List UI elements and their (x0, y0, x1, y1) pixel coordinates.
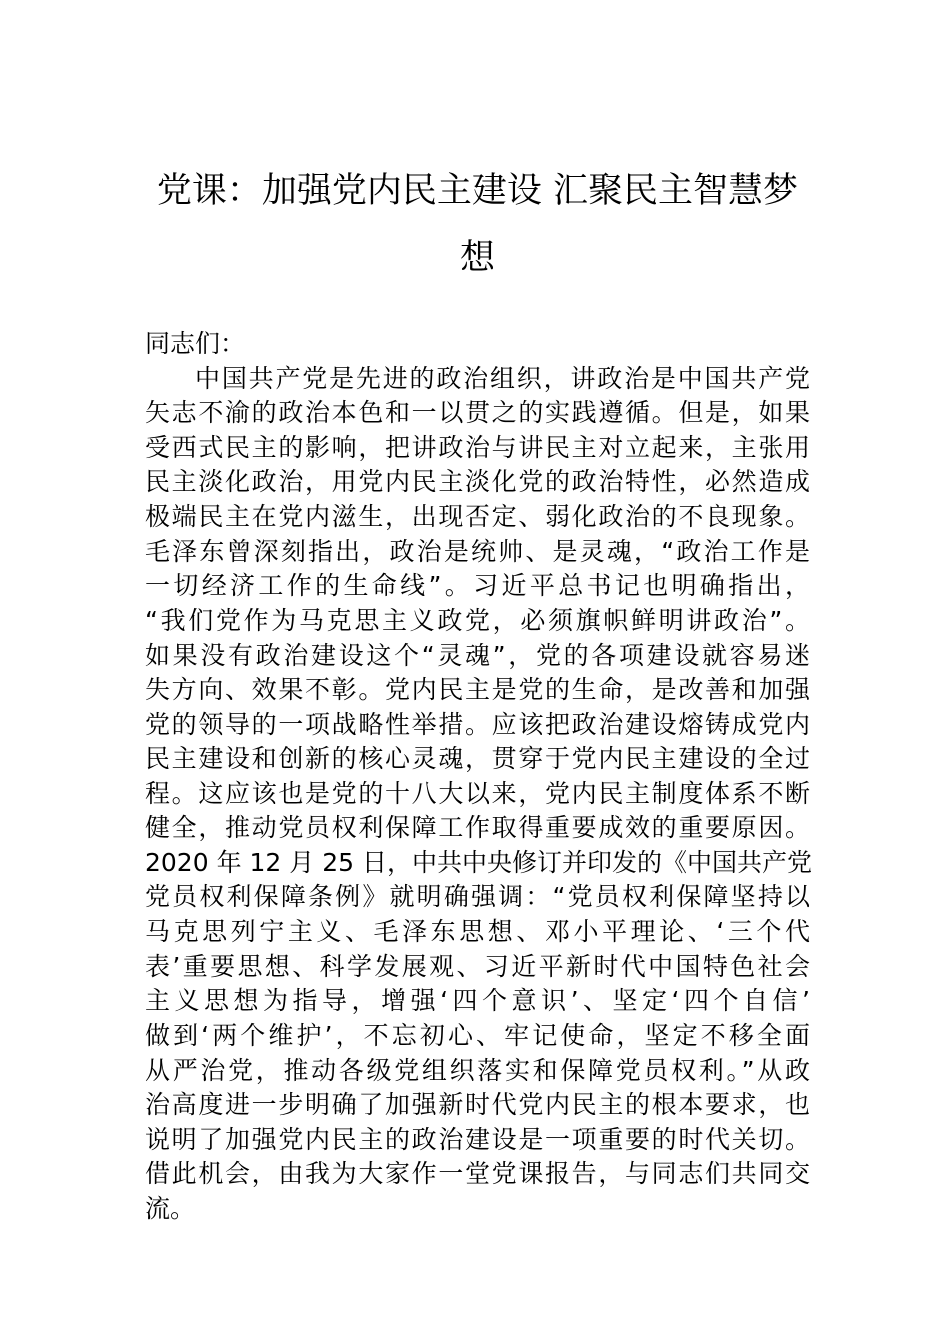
body-line-18: 表’重要思想、科学发展观、习近平新时代中国特色社会 (145, 952, 810, 981)
body-line-7: 一切经济工作的生命线”。习近平总书记也明确指出， (145, 571, 810, 600)
body-line-8: “我们党作为马克思主义政党，必须旗帜鲜明讲政治”。 (145, 606, 810, 635)
body-line-1: 中国共产党是先进的政治组织，讲政治是中国共产党 (195, 364, 810, 393)
body-line-24: 借此机会，由我为大家作一堂党课报告，与同志们共同交 (145, 1159, 810, 1188)
body-line-13: 程。这应该也是党的十八大以来，党内民主制度体系不断 (145, 779, 810, 808)
body-line-2: 矢志不渝的政治本色和一以贯之的实践遵循。但是，如果 (145, 398, 810, 427)
body-line-14: 健全，推动党员权利保障工作取得重要成效的重要原因。 (145, 813, 810, 842)
body-line-19: 主义思想为指导，增强‘四个意识’、坚定‘四个自信’ (145, 986, 810, 1015)
body-line-17: 马克思列宁主义、毛泽东思想、邓小平理论、‘三个代 (145, 917, 810, 946)
body-line-16: 党员权利保障条例》就明确强调：“党员权利保障坚持以 (145, 882, 810, 911)
body-line-20: 做到‘两个维护’，不忘初心、牢记使命，坚定不移全面 (145, 1021, 810, 1050)
body-line-21: 从严治党，推动各级党组织落实和保障党员权利。”从政 (145, 1056, 810, 1085)
body-line-6: 毛泽东曾深刻指出，政治是统帅、是灵魂，“政治工作是 (145, 537, 810, 566)
body-line-10: 失方向、效果不彰。党内民主是党的生命，是改善和加强 (145, 675, 810, 704)
body-line-15: 2020 年 12 月 25 日，中共中央修订并印发的《中国共产党 (145, 848, 812, 877)
body-line-5: 极端民主在党内滋生，出现否定、弱化政治的不良现象。 (145, 502, 810, 531)
body-line-12: 民主建设和创新的核心灵魂，贯穿于党内民主建设的全过 (145, 744, 810, 773)
salutation: 同志们： (145, 329, 246, 358)
document-title-line-2: 想 (459, 238, 495, 278)
body-line-22: 治高度进一步明确了加强新时代党内民主的根本要求，也 (145, 1090, 810, 1119)
document-title-line-1: 党课：加强党内民主建设 汇聚民主智慧梦 (156, 171, 799, 211)
body-line-23: 说明了加强党内民主的政治建设是一项重要的时代关切。 (145, 1125, 810, 1154)
body-line-3: 受西式民主的影响，把讲政治与讲民主对立起来，主张用 (145, 433, 810, 462)
body-line-11: 党的领导的一项战略性举措。应该把政治建设熔铸成党内 (145, 710, 810, 739)
body-line-9: 如果没有政治建设这个“灵魂”，党的各项建设就容易迷 (145, 641, 810, 670)
body-line-4: 民主淡化政治，用党内民主淡化党的政治特性，必然造成 (145, 467, 810, 496)
body-line-25: 流。 (145, 1194, 196, 1223)
